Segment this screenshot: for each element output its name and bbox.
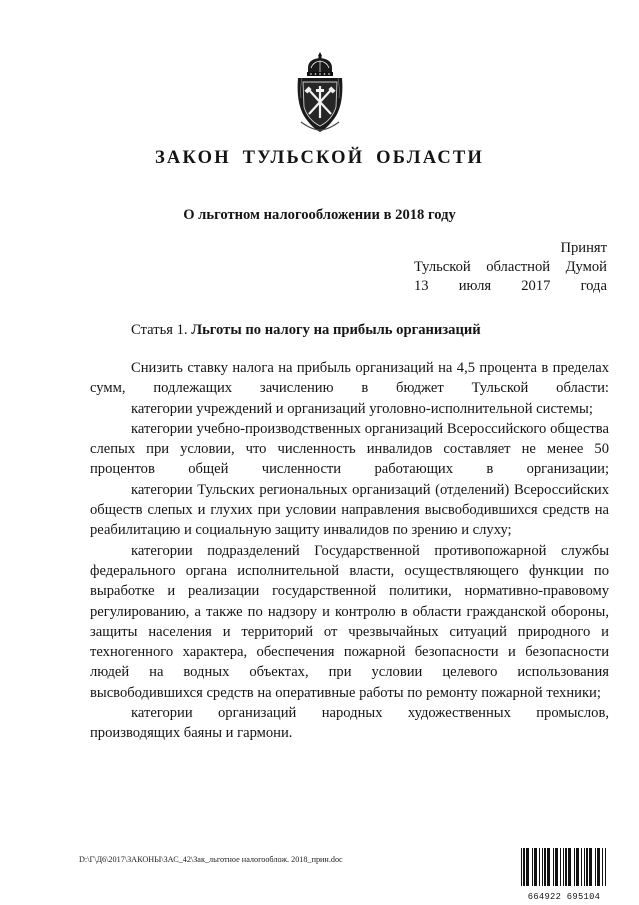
barcode-bar xyxy=(523,848,525,886)
text-line: регулированию, а также по надзору и контролю в области гражданской xyxy=(90,603,547,620)
adopted-word: Думой xyxy=(565,259,607,275)
barcode-bar xyxy=(526,848,529,886)
barcode-bar xyxy=(555,848,558,886)
barcode-bar xyxy=(534,848,537,886)
barcode-bar xyxy=(584,848,585,886)
paragraph xyxy=(90,541,609,703)
text-line: федерального органа исполнительной власти, осуществляющего функции по xyxy=(90,562,609,579)
text-line: Снизить ставку налога на прибыль организаций на 4,5 процента в xyxy=(131,360,549,376)
adoption-block xyxy=(414,239,607,296)
adopted-word: областной xyxy=(486,259,551,275)
barcode-bar xyxy=(542,848,543,886)
barcode-bar xyxy=(586,848,588,886)
text-line: категории организаций народных художественных промыслов, xyxy=(131,705,609,722)
file-path: D:\Г\Д6\2017\ЗАКОНЫ\ЗАС_42\Зак_льготное налогооблож. 2018_прин.doc xyxy=(79,855,343,864)
article-title: Льготы по налогу на прибыль организаций xyxy=(191,322,481,338)
text-line: обороны, защиты населения и территорий от чрезвычайных ситуаций xyxy=(90,603,609,640)
text-line: категории подразделений Государственной противопожарной службы xyxy=(131,542,609,559)
paragraph xyxy=(90,399,609,419)
text-line: общества слепых при условии, что численность инвалидов составляет не менее xyxy=(90,420,609,458)
adopted-date-year: 2017 xyxy=(521,278,551,294)
adopted-date-suffix: года xyxy=(580,278,607,294)
article-heading xyxy=(131,322,481,339)
barcode-bar xyxy=(589,848,592,886)
text-line: производящих баяны и гармони. xyxy=(90,725,293,742)
text-line: по зрению и слуху; xyxy=(392,522,512,539)
barcode-number: 664922 695104 xyxy=(527,892,601,902)
text-line: 50 процентов общей численности работающих в организации; xyxy=(90,441,609,478)
barcode-bar xyxy=(597,848,600,886)
barcode-bar xyxy=(595,848,596,886)
barcode-bar xyxy=(563,848,564,886)
barcode-bar xyxy=(568,848,571,886)
barcode-bar xyxy=(553,848,554,886)
barcode xyxy=(520,848,608,902)
text-line: пределах сумм, подлежащих зачислению в бюджет Тульской области: xyxy=(90,360,610,397)
text-line: категории Тульских региональных организаций (отделений) xyxy=(131,481,510,498)
barcode-bar xyxy=(581,848,582,886)
barcode-bar xyxy=(560,848,561,886)
paragraph xyxy=(90,480,609,541)
text-line: природного и техногенного характера, обеспечения пожарной безопасности и xyxy=(90,623,609,661)
barcode-bar xyxy=(521,848,522,886)
article-number: Статья 1. xyxy=(131,322,188,338)
paragraph xyxy=(90,703,609,744)
text-line: высвободившихся средств на оперативные работы по ремонту пожарной xyxy=(90,684,543,701)
adopted-date-day: 13 xyxy=(414,278,429,294)
text-line: техники; xyxy=(546,684,601,701)
adopted-word: Тульской xyxy=(414,259,471,275)
text-line: высвободившихся средств на реабилитацию и социальную защиту инвалидов xyxy=(90,502,609,539)
adopted-date-month: июля xyxy=(458,278,492,294)
barcode-icon xyxy=(520,848,608,886)
article-body xyxy=(90,358,609,744)
paragraph xyxy=(90,358,609,399)
barcode-bar xyxy=(544,848,546,886)
coat-of-arms-icon xyxy=(294,52,346,132)
barcode-bar xyxy=(565,848,567,886)
barcode-bar xyxy=(532,848,533,886)
document-heading: О льготном налогообложении в 2018 году xyxy=(183,207,456,223)
barcode-bar xyxy=(574,848,575,886)
barcode-bar xyxy=(539,848,540,886)
text-line: выработке и реализации государственной политики, нормативно-правовому xyxy=(90,583,609,600)
text-line: категории учебно-производственных организаций Всероссийского xyxy=(131,420,547,437)
adopted-by-line xyxy=(414,258,607,277)
text-line: безопасности людей на водных объектах, при условии целевого использования xyxy=(90,644,609,681)
barcode-bar xyxy=(602,848,603,886)
text-line: категории учреждений и организаций уголовно-исполнительной системы; xyxy=(131,400,593,417)
text-line: Всероссийских обществ слепых и глухих при условии направления xyxy=(90,481,610,519)
barcode-bar xyxy=(547,848,550,886)
adopted-label: Принят xyxy=(560,240,607,256)
paragraph xyxy=(90,419,609,480)
adopted-date-line xyxy=(414,277,607,296)
barcode-bar xyxy=(605,848,606,886)
law-title: ЗАКОН ТУЛЬСКОЙ ОБЛАСТИ xyxy=(154,148,485,168)
barcode-bar xyxy=(576,848,579,886)
